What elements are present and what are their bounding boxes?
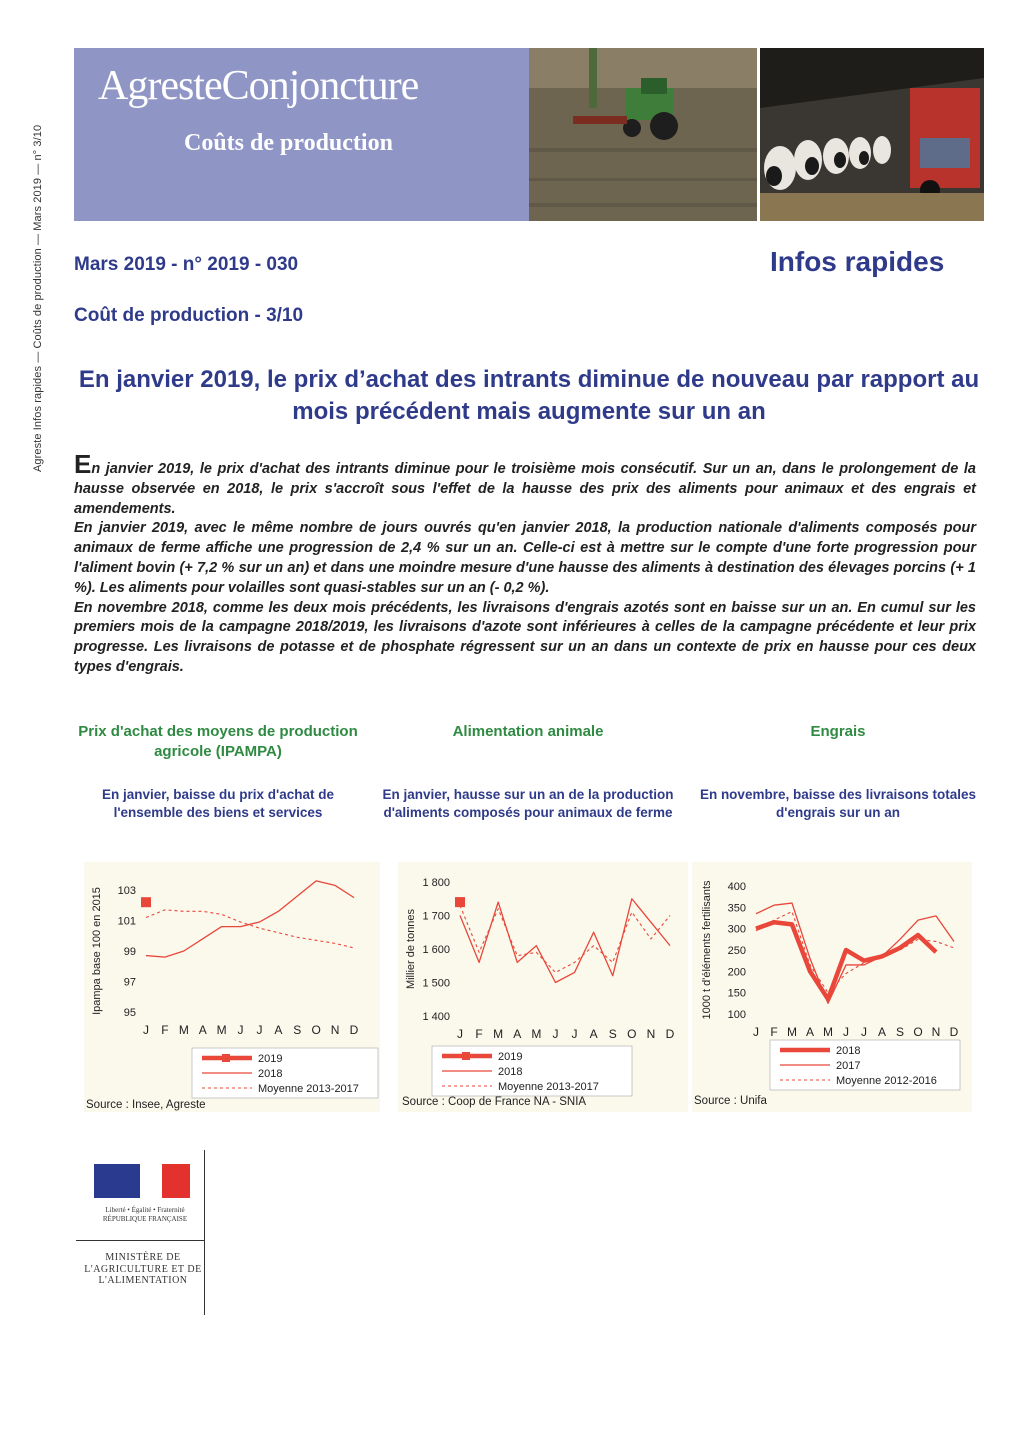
chart-engrais	[692, 862, 972, 1112]
ministry-name: MINISTÈRE DE L'AGRICULTURE ET DE L'ALIMENTATION	[84, 1252, 202, 1286]
x-tick-label: M	[823, 1025, 833, 1039]
x-tick-label: J	[143, 1023, 149, 1037]
cattle-barn-photo	[760, 48, 984, 221]
x-tick-label: S	[895, 1025, 905, 1039]
series-line-2018	[756, 922, 936, 999]
x-tick-label: J	[552, 1027, 559, 1041]
banner-subtitle: Coûts de production	[184, 130, 393, 156]
logo-vertical-rule	[204, 1150, 205, 1315]
summary-paragraph-3: En novembre 2018, comme les deux mois précédents, les livraisons d'engrais azotés sont en baisse sur un an. En cumul sur les premiers mois de la campagne 2018/2019, les livraisons d'azote sont inférieures à celles de la campagne précédente et leur prix progresse. Les livraisons de potasse et de phosphate régressent sur un an dans un contexte de prix en hausse pour ces deux types d'engrais.	[74, 599, 976, 675]
x-tick-label: M	[787, 1025, 797, 1039]
x-tick-label: F	[161, 1023, 169, 1037]
headline: En janvier 2019, le prix d’achat des intrants diminue de nouveau par rapport au mois précédent mais augmente sur un an	[78, 366, 980, 425]
series-label: Infos rapides	[770, 246, 945, 277]
x-tick-label: S	[608, 1027, 617, 1041]
flag-blue-icon	[94, 1164, 140, 1198]
y-axis-label: Ipampa base 100 en 2015	[91, 887, 103, 1015]
x-tick-label: J	[861, 1025, 867, 1039]
x-tick-label: D	[949, 1025, 959, 1039]
legend-label: 2018	[498, 1066, 523, 1078]
ministry-logo	[76, 1150, 206, 1315]
column-title-text: Alimentation animale	[452, 723, 604, 740]
x-tick-label: J	[256, 1023, 263, 1037]
y-tick-label: 1 700	[422, 910, 450, 923]
legend-label: 2019	[258, 1053, 283, 1065]
x-tick-label: D	[349, 1023, 359, 1037]
legend-label: Moyenne 2013-2017	[258, 1083, 359, 1095]
x-tick-label: A	[274, 1023, 283, 1037]
column-title-ipampa	[68, 722, 368, 762]
legend-label: 2019	[498, 1051, 523, 1063]
issue-number: Mars 2019 - n° 2019 - 030	[74, 254, 299, 275]
x-tick-label: M	[493, 1027, 504, 1041]
x-tick-label: M	[178, 1023, 189, 1037]
x-tick-label: N	[646, 1027, 656, 1041]
x-tick-label: O	[913, 1025, 923, 1039]
y-tick-label: 101	[117, 915, 136, 928]
logo-divider	[76, 1240, 204, 1241]
publication-subtitle: Coût de production - 3/10	[74, 305, 304, 326]
chart-source: Source : Unifa	[694, 1095, 767, 1107]
y-tick-label: 350	[727, 902, 746, 915]
column-title-text: Prix d'achat des moyens de production agricole (IPAMPA)	[78, 723, 358, 760]
x-tick-label: A	[877, 1025, 887, 1039]
column-title-alimentation	[378, 722, 678, 742]
y-tick-label: 1 800	[422, 877, 450, 889]
x-tick-label: A	[513, 1027, 522, 1041]
legend-label: 2018	[836, 1045, 861, 1057]
chart-ipampa-svg	[84, 862, 380, 1112]
agreste-logo: AgresteConjoncture	[98, 63, 419, 109]
legend-marker	[222, 1054, 230, 1062]
series-line-2018	[146, 881, 354, 957]
chart-engrais-svg	[692, 862, 972, 1112]
tractor-photo	[529, 48, 757, 221]
legend-label: Moyenne 2013-2017	[498, 1081, 599, 1093]
y-tick-label: 150	[727, 987, 746, 1000]
paragraph-1-text: n janvier 2019, le prix d'achat des intrants diminue pour le troisième mois consécutif. Sur un an, dans le prolongement de la hausse observée en 2018, le prix s'accroît sous l'effet de la hausse des prix des aliments pour animaux et des engrais et amendements.	[74, 461, 976, 517]
x-tick-label: A	[589, 1027, 598, 1041]
x-tick-label: N	[330, 1023, 340, 1037]
x-tick-label: J	[457, 1027, 463, 1041]
x-tick-label: O	[311, 1023, 321, 1037]
chart-ipampa	[84, 862, 380, 1112]
y-tick-label: 250	[727, 945, 746, 957]
header-banner	[74, 48, 984, 221]
x-tick-label: J	[571, 1027, 578, 1041]
column-title-text: Engrais	[810, 723, 866, 740]
x-tick-label: J	[237, 1023, 244, 1037]
y-tick-label: 95	[123, 1007, 136, 1019]
side-running-title: Agreste Infos rapides — Coûts de production — Mars 2019 — n° 3/10	[32, 124, 44, 472]
series-line-Moyenne 2013-2017	[146, 910, 354, 948]
x-tick-label: A	[198, 1023, 207, 1037]
column-subtitle-engrais: En novembre, baisse des livraisons totales d'engrais sur un an	[699, 787, 977, 820]
x-tick-label: A	[805, 1025, 815, 1039]
y-tick-label: 97	[123, 976, 136, 989]
series-line-Moyenne 2013-2017	[460, 905, 670, 972]
y-tick-label: 400	[727, 881, 746, 893]
column-title-engrais	[688, 722, 988, 742]
y-tick-label: 300	[727, 923, 746, 936]
chart-alimentation-svg	[398, 862, 688, 1112]
x-tick-label: D	[665, 1027, 675, 1041]
x-tick-label: J	[753, 1025, 759, 1039]
x-tick-label: N	[931, 1025, 941, 1039]
summary-paragraph-1	[74, 449, 976, 519]
column-subtitle-ipampa: En janvier, baisse du prix d'achat de l'ensemble des biens et services	[101, 787, 335, 820]
column-subtitle-alimentation: En janvier, hausse sur un an de la production d'aliments composés pour animaux de ferme	[382, 787, 674, 820]
x-tick-label: M	[531, 1027, 542, 1041]
chart-alimentation	[398, 862, 688, 1112]
chart-source: Source : Insee, Agreste	[86, 1099, 206, 1111]
series-line-2018	[460, 899, 670, 983]
y-tick-label: 200	[727, 966, 746, 979]
y-tick-label: 99	[123, 946, 136, 958]
flag-white-icon	[140, 1164, 162, 1198]
y-axis-label: 1000 t d'éléments fertilisants	[701, 880, 713, 1020]
summary-paragraph-2: En janvier 2019, avec le même nombre de jours ouvrés qu'en janvier 2018, la production nationale d'aliments composés pour animaux de ferme affiche une progression de 2,4 % sur un an. Celle-ci est à mettre sur le compte d'une forte progression pour l'aliment bovin (+ 7,2 % sur un an) et dans une moindre mesure d'une hausse des aliments à destination des élevages porcins (+ 1 %). Les aliments pour volailles sont quasi-stables sur un an (- 0,2 %).	[74, 520, 976, 596]
y-tick-label: 1 600	[422, 944, 450, 956]
x-tick-label: F	[475, 1027, 483, 1041]
summary-text	[74, 449, 976, 678]
banner-title-panel	[74, 48, 529, 221]
republique-francaise-text: Liberté • Égalité • Fraternité RÉPUBLIQUE FRANÇAISE	[102, 1206, 188, 1223]
chart-source: Source : Coop de France NA - SNIA	[402, 1096, 587, 1108]
x-tick-label: F	[770, 1025, 778, 1039]
x-tick-label: O	[627, 1027, 637, 1041]
legend-marker	[462, 1052, 470, 1060]
y-tick-label: 100	[727, 1009, 746, 1021]
y-tick-label: 1 400	[422, 1011, 450, 1023]
y-axis-label: Millier de tonnes	[405, 908, 417, 990]
drop-cap: E	[74, 449, 92, 479]
x-tick-label: J	[843, 1025, 849, 1039]
x-tick-label: S	[293, 1023, 302, 1037]
y-tick-label: 1 500	[422, 977, 450, 990]
legend-label: Moyenne 2012-2016	[836, 1075, 937, 1087]
y-tick-label: 103	[117, 885, 136, 897]
series-marker-2019	[141, 897, 151, 907]
legend-label: 2017	[836, 1060, 861, 1072]
x-tick-label: M	[216, 1023, 227, 1037]
flag-red-icon	[162, 1164, 190, 1198]
legend-label: 2018	[258, 1068, 283, 1080]
